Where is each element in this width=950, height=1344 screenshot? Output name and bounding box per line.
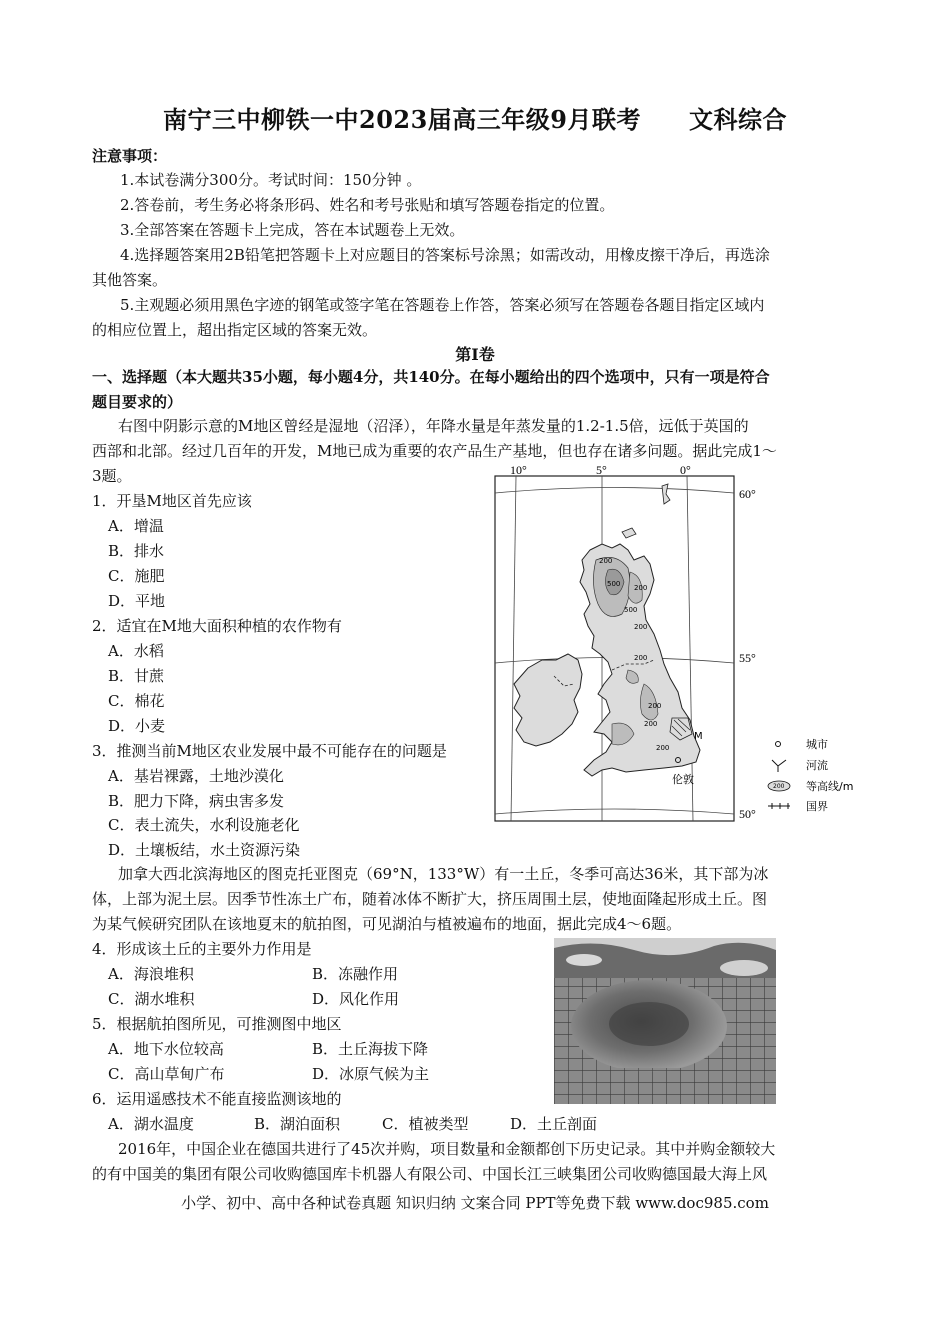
legend-river: 河流: [806, 759, 828, 772]
orkney-islands: [622, 528, 636, 538]
parallel-50: [495, 809, 734, 814]
ireland: [514, 654, 582, 746]
contour-label: 200: [656, 744, 670, 752]
section-heading: 一、选择题（本大题共35小题，每小题4分，共140分。在每小题给出的四个选项中，只有一项是符合: [92, 368, 770, 386]
q1-option-c: C．施肥: [108, 567, 165, 585]
passage3-line1: 2016年，中国企业在德国共进行了45次并购，项目数量和金额都创下历史记录。其中并购金额较大: [118, 1140, 776, 1158]
aerial-photo-svg: [554, 938, 776, 1104]
legend-city: 城市: [806, 738, 828, 751]
london-label: 伦敦: [672, 773, 694, 786]
title-main: 南宁三中柳铁一中2023届高三年级9月联考: [163, 105, 641, 134]
notice-item-4-cont: 其他答案。: [92, 271, 168, 289]
passage1-line1: 右图中阴影示意的M地区曾经是湿地（沼泽），年降水量是年蒸发量的1.2-1.5倍，远低于英国的: [118, 417, 749, 435]
q5-option-a: A．地下水位较高: [108, 1040, 224, 1058]
q3-option-c: C．表土流失，水利设施老化: [108, 816, 300, 834]
q3-option-a: A．基岩裸露，土地沙漠化: [108, 767, 284, 785]
contour-label: 500: [607, 580, 621, 588]
legend-city-icon: [776, 742, 781, 747]
q6-option-b: B．湖泊面积: [254, 1115, 341, 1133]
lon-label-10: 10°: [510, 464, 527, 477]
contour-label: 500: [624, 606, 638, 614]
contour-label: 200: [634, 584, 648, 592]
notice-item-4: 4.选择题答案用2B铅笔把答题卡上对应题目的答案标号涂黑；如需改动，用橡皮擦干净后，再选涂: [120, 246, 770, 264]
q4-option-b: B．冻融作用: [312, 965, 399, 983]
contour-label: 200: [634, 623, 648, 631]
passage2-line2: 体，上部为泥土层。因季节性冻土广布，随着冰体不断扩大，挤压周围土层，使地面隆起形成土丘。图: [92, 890, 768, 908]
q6-option-a: A．湖水温度: [108, 1115, 194, 1133]
q2-option-b: B．甘蔗: [108, 667, 165, 685]
q2-option-d: D．小麦: [108, 717, 166, 735]
volume-heading: 第Ⅰ卷: [455, 345, 495, 364]
q1-stem: 1．开垦M地区首先应该: [92, 492, 252, 510]
contour-label: 200: [648, 702, 662, 710]
q1-option-d: D．平地: [108, 592, 166, 610]
legend-border-icon: [768, 803, 790, 809]
legend-contour: 等高线/m: [806, 780, 854, 793]
contour-label: 200: [599, 557, 613, 565]
notice-item-3: 3.全部答案在答题卡上完成，答在本试题卷上无效。: [120, 221, 465, 239]
q1-option-b: B．排水: [108, 542, 165, 560]
passage2-line3: 为某气候研究团队在该地夏末的航拍图，可见湖泊与植被遍布的地面，据此完成4～6题。: [92, 915, 682, 933]
uk-map-figure: [494, 464, 866, 824]
q5-stem: 5．根据航拍图所见，可推测图中地区: [92, 1015, 342, 1033]
q5-option-b: B．土丘海拔下降: [312, 1040, 429, 1058]
shetland-islands: [662, 484, 670, 504]
meridian-0: [687, 476, 693, 821]
passage2-line1: 加拿大西北滨海地区的图克托亚图克（69°N，133°W）有一土丘，冬季可高达36米，其下部为冰: [118, 865, 769, 883]
notice-item-5-cont: 的相应位置上，超出指定区域的答案无效。: [92, 321, 378, 339]
page-title: [0, 100, 950, 135]
notice-item-1: 1.本试卷满分300分。考试时间：150分钟 。: [120, 171, 422, 189]
lat-label-55: 55°: [739, 651, 756, 665]
passage1-line2: 西部和北部。经过几百年的开发，M地已成为重要的农产品生产基地，但也存在诸多问题。据此完成1～: [92, 442, 777, 460]
q2-option-c: C．棉花: [108, 692, 165, 710]
q3-option-d: D．土壤板结，水土资源污染: [108, 841, 301, 859]
q2-option-a: A．水稻: [108, 642, 164, 660]
aerial-photo: [554, 938, 776, 1104]
contour-label: 200: [634, 654, 648, 662]
passage1-line3: 3题。: [92, 467, 132, 485]
q6-stem: 6．运用遥感技术不能直接监测该地的: [92, 1090, 342, 1108]
notice-heading: 注意事项：: [92, 147, 168, 165]
section-heading-cont: 题目要求的）: [92, 393, 183, 411]
q3-stem: 3．推测当前M地区农业发展中最不可能存在的问题是: [92, 742, 447, 760]
contour-label: 200: [644, 720, 658, 728]
legend-border: 国界: [806, 800, 828, 813]
region-m-label: M: [694, 731, 703, 742]
lat-label-50: 50°: [739, 807, 756, 821]
uk-map-svg: [494, 464, 866, 824]
q4-option-c: C．湖水堆积: [108, 990, 195, 1008]
q6-option-d: D．土丘剖面: [510, 1115, 598, 1133]
notice-item-2: 2.答卷前，考生务必将条形码、姓名和考号张贴和填写答题卷指定的位置。: [120, 196, 615, 214]
parallel-60: [495, 488, 734, 494]
q4-option-a: A．海浪堆积: [108, 965, 194, 983]
q6-option-c: C．植被类型: [382, 1115, 469, 1133]
lon-label-0: 0°: [680, 464, 691, 477]
q4-option-d: D．风化作用: [312, 990, 400, 1008]
q1-option-a: A．增温: [108, 517, 164, 535]
lat-label-60: 60°: [739, 487, 756, 501]
q4-stem: 4．形成该土丘的主要外力作用是: [92, 940, 312, 958]
passage3-line2: 的有中国美的集团有限公司收购德国库卡机器人有限公司、中国长江三峡集团公司收购德国最大海上风: [92, 1165, 768, 1183]
legend-contour-value: 200: [773, 783, 785, 790]
page-footer: 小学、初中、高中各种试卷真题 知识归纳 文案合同 PPT等免费下载 www.doc985.com: [181, 1194, 769, 1212]
q3-option-b: B．肥力下降，病虫害多发: [108, 792, 285, 810]
title-subject: 文科综合: [689, 105, 787, 134]
notice-item-5: 5.主观题必须用黑色字迹的钢笔或签字笔在答题卷上作答，答案必须写在答题卷各题目指定区域内: [120, 296, 765, 314]
legend-river-icon: [772, 760, 786, 772]
q2-stem: 2．适宜在M地大面积种植的农作物有: [92, 617, 342, 635]
lon-label-5: 5°: [596, 464, 607, 477]
meridian-10: [511, 476, 516, 821]
q5-option-d: D．冰原气候为主: [312, 1065, 430, 1083]
q5-option-c: C．高山草甸广布: [108, 1065, 225, 1083]
